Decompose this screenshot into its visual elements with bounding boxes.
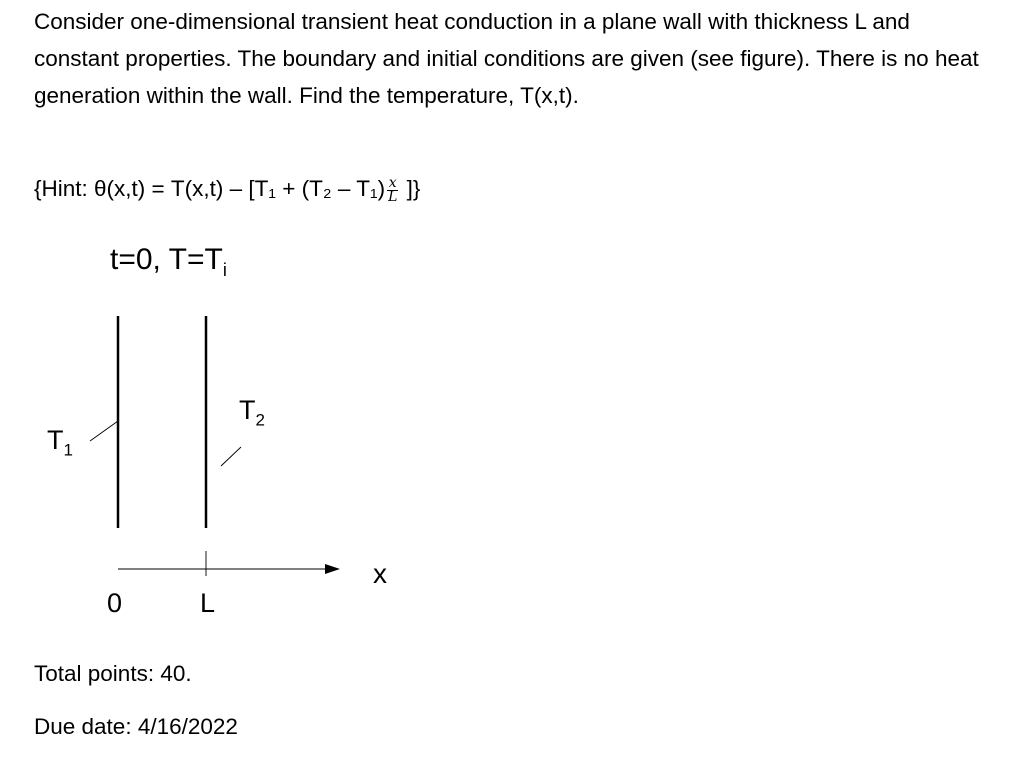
problem-statement: Consider one-dimensional transient heat conduction in a plane wall with thickness L and constant properties. The boundary and initial conditions are given (see figure). There is no heat generation within the wall. Find the temperature, T(x,t). <box>34 9 979 108</box>
t2-leader-line <box>221 447 241 466</box>
t2-subscript: 2 <box>255 410 265 430</box>
fraction-numerator: x <box>388 174 397 191</box>
hint-prefix: {Hint: θ(x,t) = T(x,t) – [T₁ + (T₂ – T₁) <box>34 176 386 201</box>
initial-condition-subscript: i <box>222 260 227 280</box>
t1-subscript: 1 <box>63 440 73 460</box>
x-axis-label: x <box>373 558 387 589</box>
fraction-denominator: L <box>388 188 398 205</box>
length-label: L <box>200 588 216 618</box>
t1-label <box>47 425 73 460</box>
t1-leader-line <box>90 421 118 441</box>
hint-suffix: ]} <box>400 176 421 201</box>
total-points: Total points: 40. <box>34 661 192 686</box>
initial-condition-text: t=0, T=T <box>110 243 223 276</box>
due-date: Due date: 4/16/2022 <box>34 714 238 739</box>
origin-label: 0 <box>107 588 123 618</box>
t2-label <box>239 395 265 430</box>
t2-letter: T <box>239 395 256 425</box>
t1-letter: T <box>47 425 64 455</box>
x-axis-arrowhead <box>325 564 340 574</box>
